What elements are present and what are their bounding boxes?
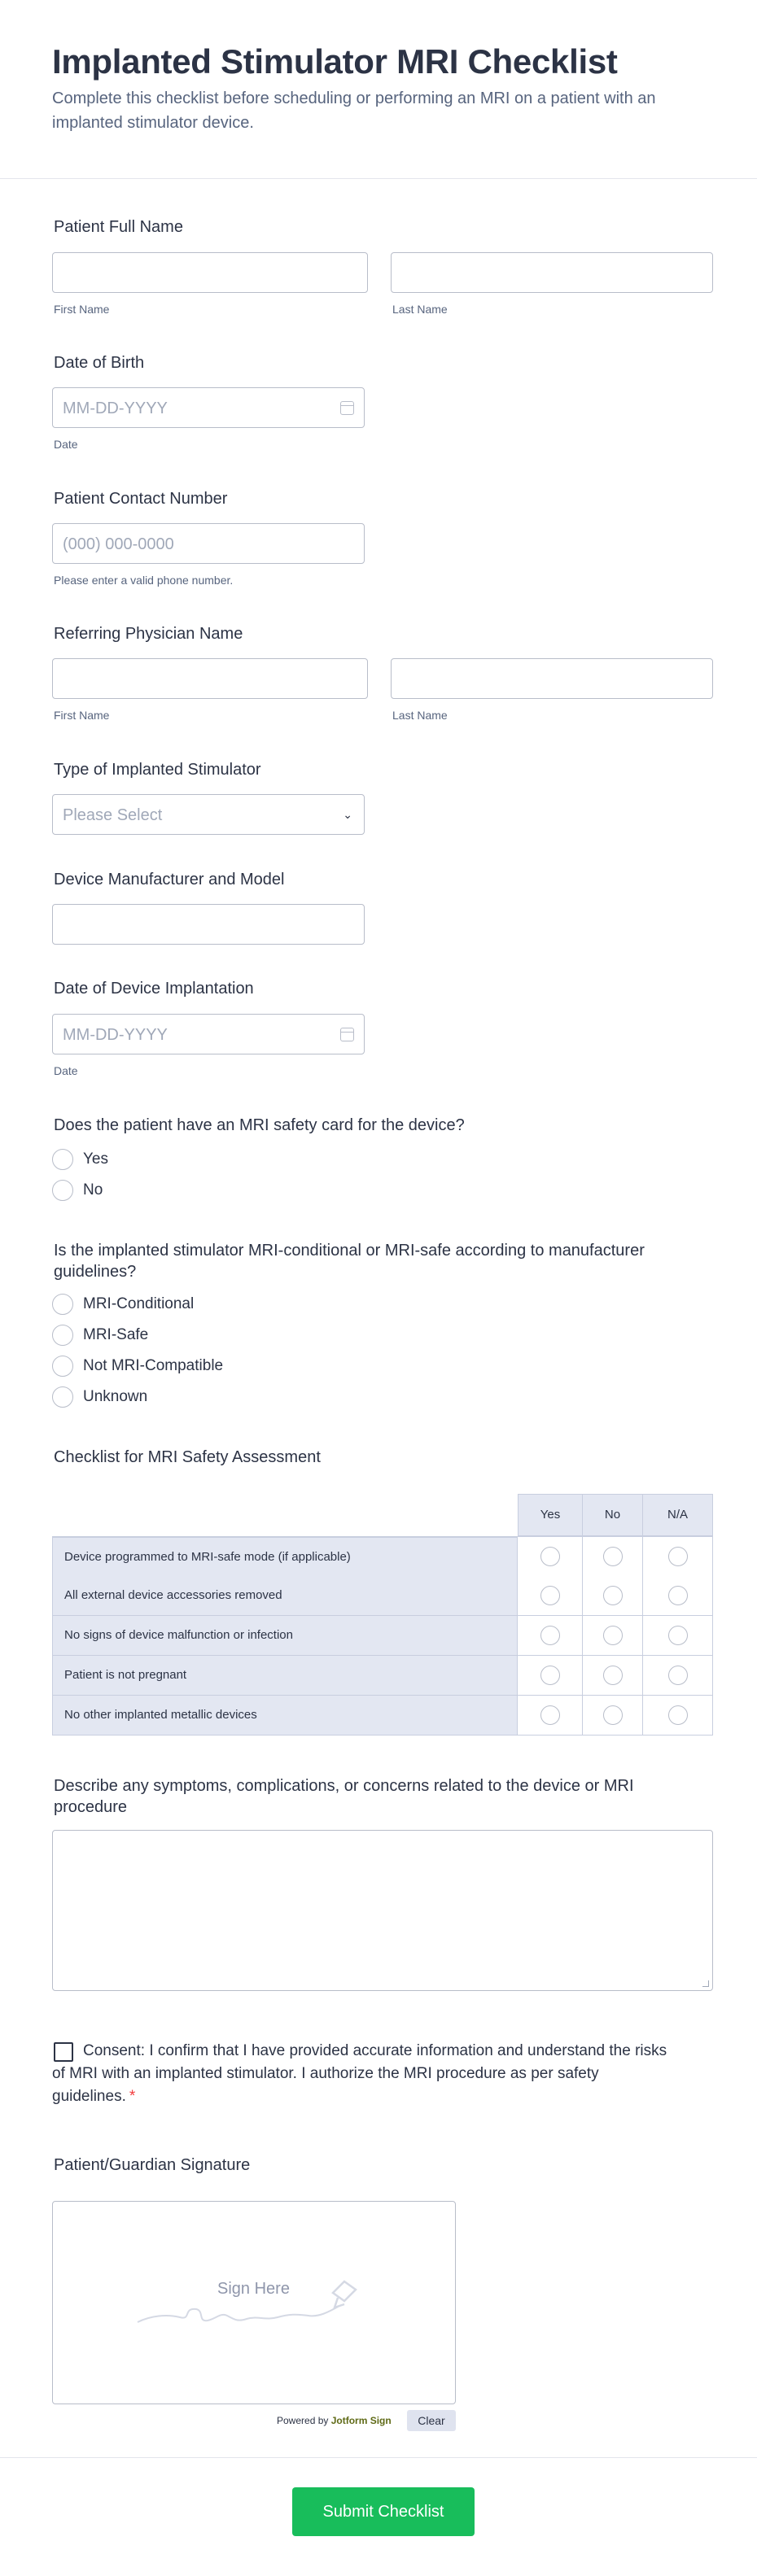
- signature-pad[interactable]: [52, 2201, 456, 2404]
- matrix-cell-no[interactable]: [583, 1616, 643, 1656]
- radio-button[interactable]: [603, 1586, 623, 1605]
- footer-divider: [0, 2457, 757, 2458]
- option-label: Yes: [83, 1150, 108, 1168]
- contact-label: Patient Contact Number: [54, 490, 228, 508]
- matrix-row: [52, 1616, 713, 1656]
- radio-button[interactable]: [540, 1705, 560, 1725]
- matrix-row: [52, 1536, 713, 1576]
- matrix-cell-na[interactable]: [643, 1576, 713, 1616]
- consent-checkbox[interactable]: [54, 2042, 73, 2062]
- phone-sublabel: Please enter a valid phone number.: [54, 574, 234, 587]
- radio-button[interactable]: [540, 1586, 560, 1605]
- implant-date-placeholder: MM-DD-YYYY: [63, 1026, 168, 1044]
- radio-button[interactable]: [540, 1626, 560, 1645]
- radio-button[interactable]: [52, 1180, 73, 1201]
- consent-text: [52, 2040, 671, 2108]
- matrix-cell-no[interactable]: [583, 1696, 643, 1736]
- phone-placeholder: (000) 000-0000: [63, 535, 174, 553]
- radio-button[interactable]: [52, 1149, 73, 1170]
- dob-sublabel: Date: [54, 438, 78, 451]
- physician-first-name-sublabel: First Name: [54, 709, 110, 722]
- mri-conditional-label: Is the implanted stimulator MRI-conditional or MRI-safe according to manufacturer guidelines?: [54, 1242, 645, 1281]
- physician-last-name-sublabel: Last Name: [392, 709, 448, 722]
- option-label: Not MRI-Compatible: [83, 1357, 224, 1374]
- stimulator-type-select[interactable]: [52, 794, 365, 835]
- matrix-col-yes: Yes: [518, 1494, 583, 1536]
- physician-first-name-input[interactable]: [52, 658, 368, 699]
- matrix-row-label: Device programmed to MRI-safe mode (if applicable): [52, 1537, 518, 1577]
- implant-date-sublabel: Date: [54, 1064, 78, 1077]
- radio-button[interactable]: [603, 1666, 623, 1685]
- patient-last-name-sublabel: Last Name: [392, 303, 448, 316]
- patient-first-name-input[interactable]: [52, 252, 368, 293]
- radio-button[interactable]: [668, 1586, 688, 1605]
- radio-button[interactable]: [668, 1666, 688, 1685]
- matrix-cell-yes[interactable]: [518, 1576, 583, 1616]
- patient-name-label: Patient Full Name: [54, 218, 183, 236]
- powered-brand[interactable]: Jotform Sign: [330, 2415, 392, 2426]
- matrix-cell-na[interactable]: [643, 1537, 713, 1577]
- implant-date-input[interactable]: [52, 1014, 365, 1054]
- option-label: MRI-Conditional: [83, 1295, 195, 1312]
- patient-first-name-sublabel: First Name: [54, 303, 110, 316]
- option-label: MRI-Safe: [83, 1326, 149, 1343]
- patient-last-name-input[interactable]: [391, 252, 713, 293]
- radio-button[interactable]: [52, 1325, 73, 1346]
- signature-squiggle-icon: [53, 2202, 457, 2405]
- matrix-row: [52, 1696, 713, 1736]
- device-model-input[interactable]: [52, 904, 365, 945]
- radio-button[interactable]: [603, 1547, 623, 1566]
- clear-signature-button[interactable]: Clear: [407, 2410, 456, 2431]
- dob-placeholder: MM-DD-YYYY: [63, 399, 168, 417]
- radio-button[interactable]: [668, 1705, 688, 1725]
- matrix-cell-yes[interactable]: [518, 1616, 583, 1656]
- radio-button[interactable]: [540, 1666, 560, 1685]
- required-mark: *: [129, 2088, 136, 2105]
- device-model-label: Device Manufacturer and Model: [54, 871, 285, 889]
- safety-card-label: Does the patient have an MRI safety card for the device?: [54, 1116, 465, 1134]
- powered-by: [277, 2415, 392, 2426]
- matrix-row: [52, 1656, 713, 1696]
- symptoms-textarea[interactable]: [52, 1830, 713, 1991]
- signature-label: Patient/Guardian Signature: [54, 2156, 251, 2174]
- implant-date-label: Date of Device Implantation: [54, 980, 254, 998]
- physician-last-name-input[interactable]: [391, 658, 713, 699]
- radio-button[interactable]: [603, 1705, 623, 1725]
- stimulator-type-placeholder: Please Select: [63, 806, 163, 824]
- dob-input[interactable]: [52, 387, 365, 428]
- radio-button[interactable]: [668, 1547, 688, 1566]
- radio-button[interactable]: [540, 1547, 560, 1566]
- matrix-row: [52, 1576, 713, 1616]
- checklist-label: Checklist for MRI Safety Assessment: [54, 1448, 321, 1466]
- radio-button[interactable]: [52, 1294, 73, 1315]
- stimulator-type-label: Type of Implanted Stimulator: [54, 761, 261, 779]
- matrix-cell-yes[interactable]: [518, 1696, 583, 1736]
- phone-input[interactable]: [52, 523, 365, 564]
- powered-prefix: Powered by: [277, 2415, 329, 2426]
- matrix-col-no: No: [583, 1494, 643, 1536]
- matrix-cell-yes[interactable]: [518, 1656, 583, 1696]
- radio-button[interactable]: [52, 1386, 73, 1408]
- chevron-down-icon: ⌄: [343, 808, 352, 821]
- physician-label: Referring Physician Name: [54, 625, 243, 643]
- submit-button[interactable]: Submit Checklist: [292, 2487, 475, 2536]
- matrix-cell-na[interactable]: [643, 1696, 713, 1736]
- signature-placeholder: Sign Here: [217, 2280, 290, 2298]
- page-description: Complete this checklist before scheduling or performing an MRI on a patient with an implanted stimulator device.: [52, 90, 656, 132]
- matrix-row-label: Patient is not pregnant: [52, 1656, 518, 1696]
- form-header: [0, 0, 757, 179]
- matrix-row-label: All external device accessories removed: [52, 1576, 518, 1616]
- matrix-cell-no[interactable]: [583, 1576, 643, 1616]
- option-label: No: [83, 1181, 103, 1198]
- matrix-row-label: No other implanted metallic devices: [52, 1696, 518, 1736]
- matrix-cell-na[interactable]: [643, 1616, 713, 1656]
- matrix-cell-yes[interactable]: [518, 1537, 583, 1577]
- calendar-icon[interactable]: [340, 1028, 354, 1041]
- matrix-row-label: No signs of device malfunction or infection: [52, 1616, 518, 1656]
- calendar-icon[interactable]: [340, 401, 354, 415]
- radio-button[interactable]: [603, 1626, 623, 1645]
- dob-label: Date of Birth: [54, 354, 145, 372]
- resize-handle-icon[interactable]: [702, 1980, 709, 1987]
- matrix-col-na: N/A: [643, 1494, 713, 1536]
- matrix-cell-na[interactable]: [643, 1656, 713, 1696]
- radio-button[interactable]: [668, 1626, 688, 1645]
- page-title: Implanted Stimulator MRI Checklist: [52, 42, 618, 81]
- consent-label: Consent: I confirm that I have provided accurate information and understand the risks of MRI with an implanted stimulator. I authorize the MRI procedure as per safety guidelines.: [52, 2042, 667, 2105]
- radio-button[interactable]: [52, 1356, 73, 1377]
- symptoms-label: Describe any symptoms, complications, or concerns related to the device or MRI procedure: [54, 1777, 634, 1816]
- matrix-cell-no[interactable]: [583, 1656, 643, 1696]
- matrix-cell-no[interactable]: [583, 1537, 643, 1577]
- option-label: Unknown: [83, 1388, 148, 1405]
